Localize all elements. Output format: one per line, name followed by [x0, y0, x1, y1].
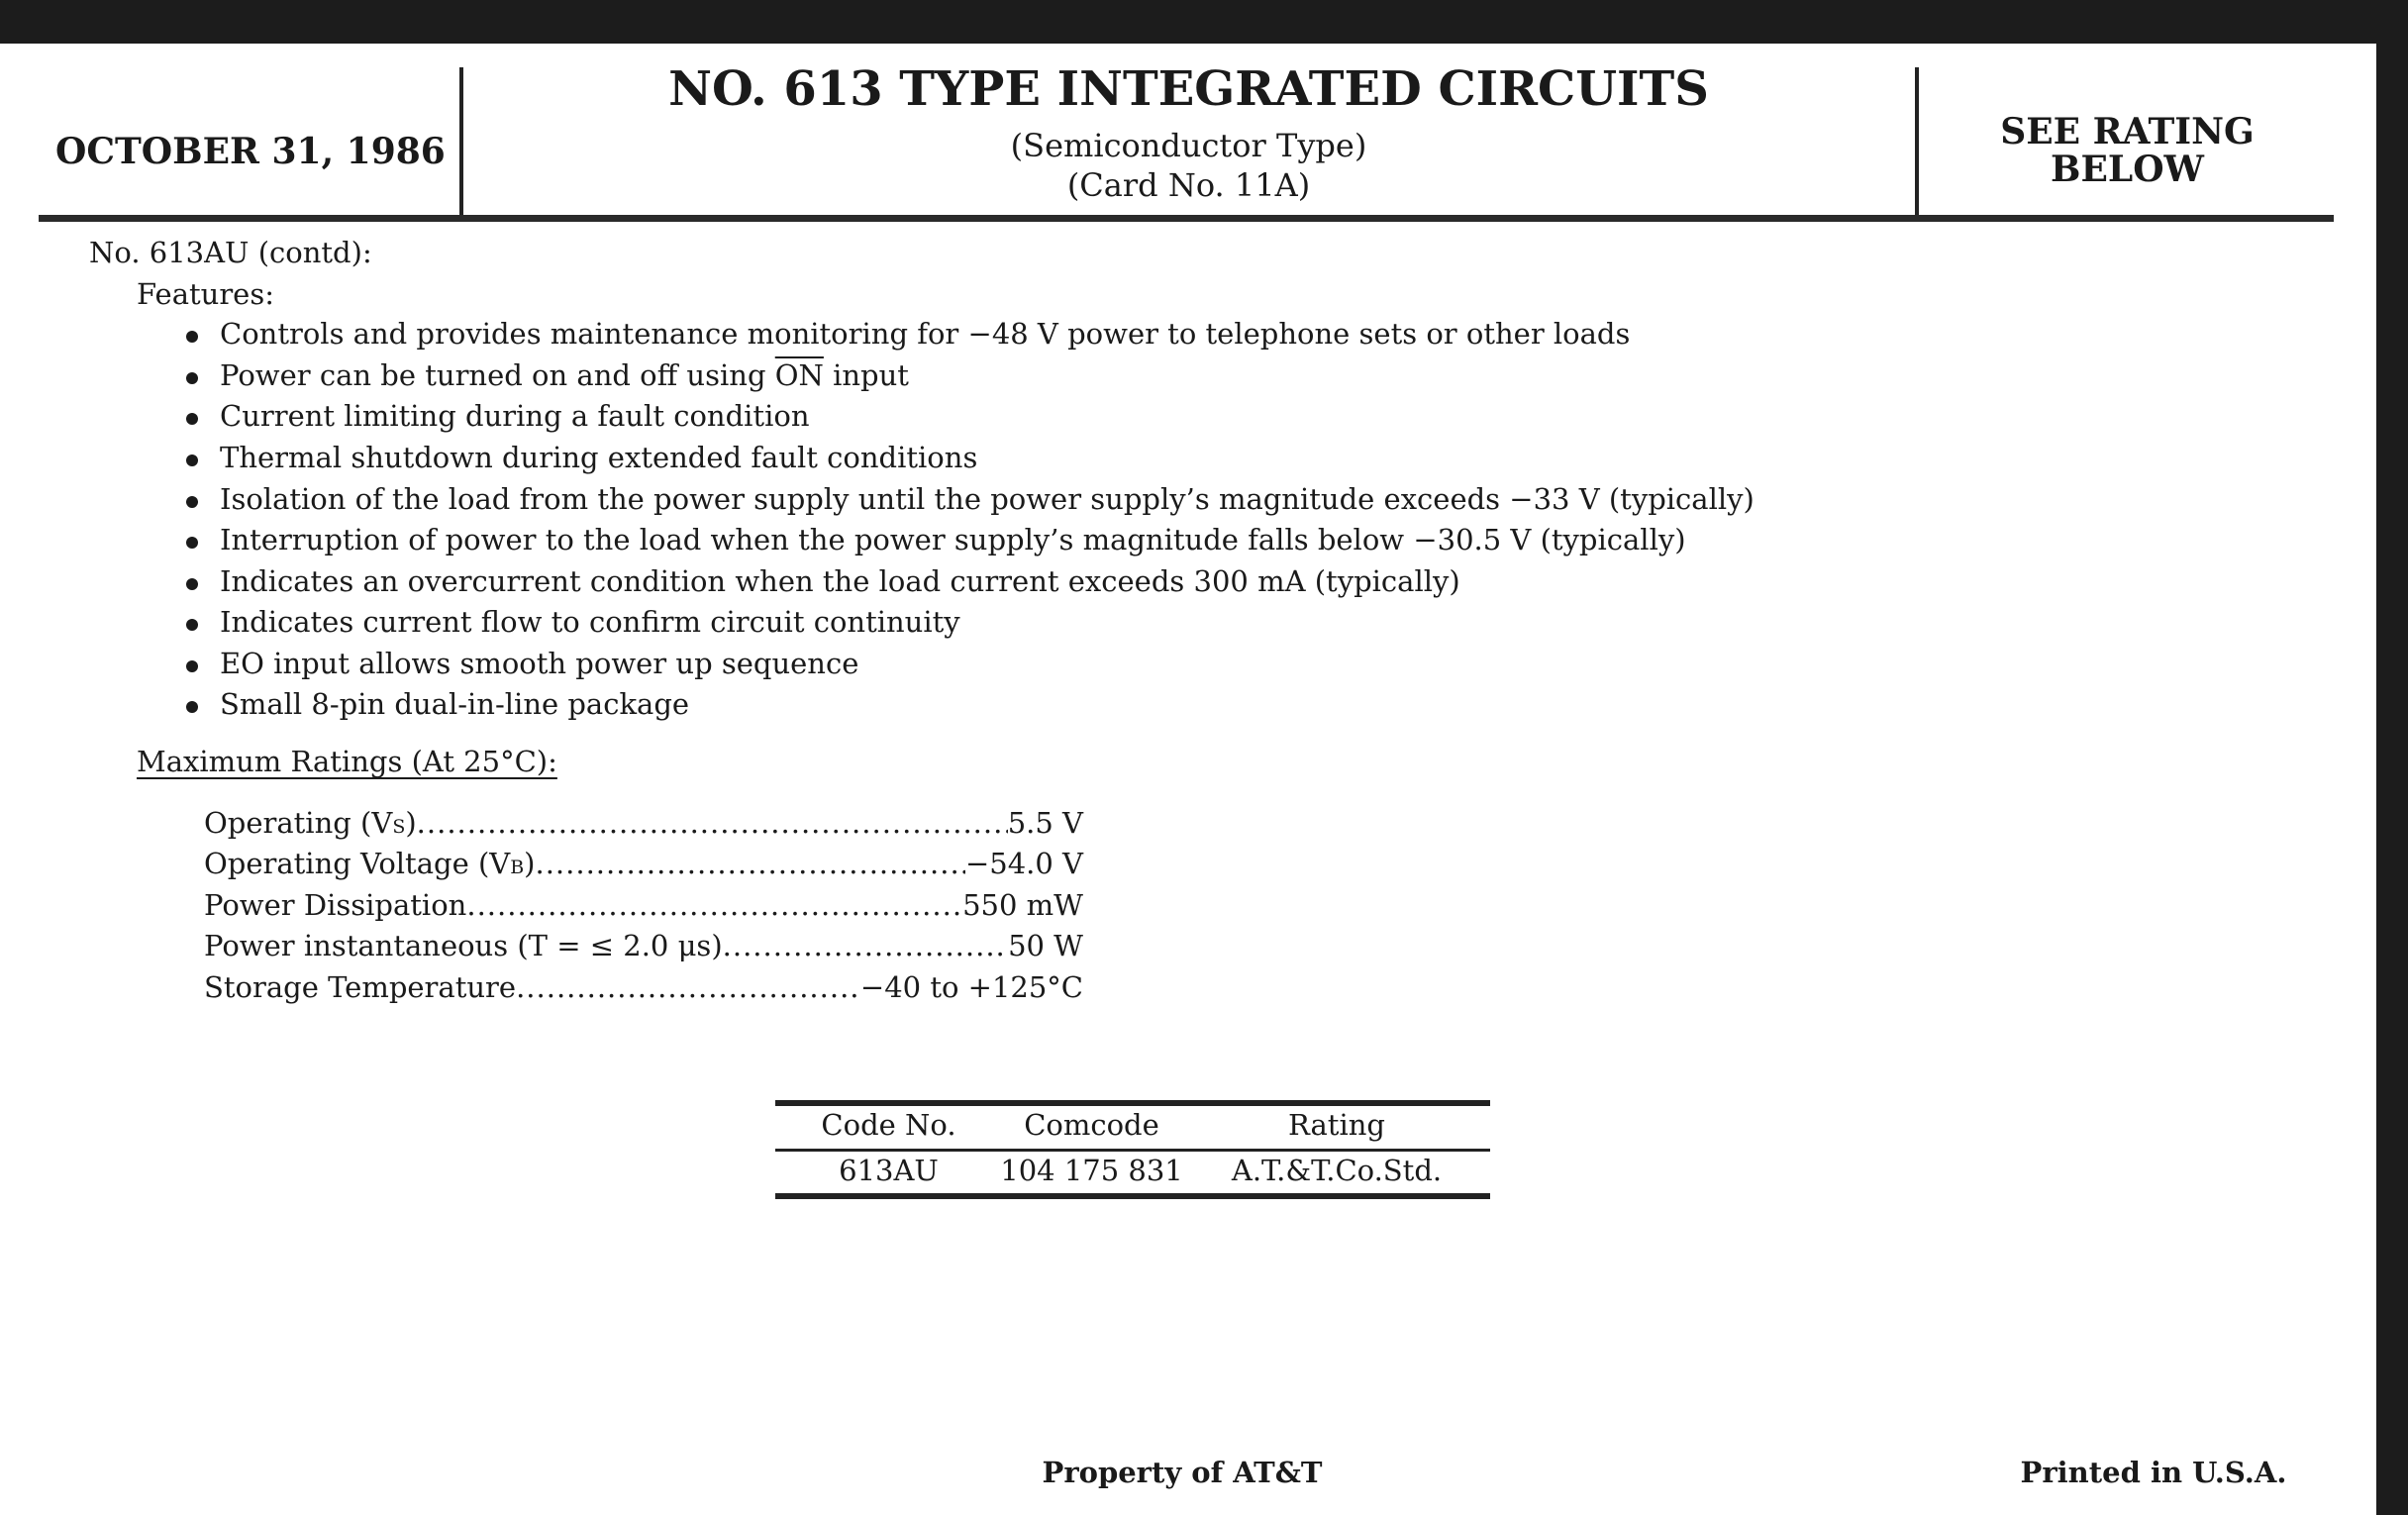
feature-item	[186, 317, 1630, 351]
table-bottom-rule	[775, 1193, 1490, 1199]
feature-item	[186, 564, 1460, 598]
feature-item	[186, 647, 858, 680]
rating-label: )	[405, 806, 417, 840]
feature-text: Indicates current flow to confirm circuit continuity	[220, 605, 960, 639]
card-date: OCTOBER 31, 1986	[55, 131, 446, 172]
page-title: NO. 613 TYPE INTEGRATED CIRCUITS	[668, 61, 1709, 117]
table-mid-rule	[775, 1149, 1490, 1152]
feature-item	[186, 358, 909, 392]
feature-text: input	[833, 358, 909, 392]
table-header-code: Code No.	[821, 1108, 956, 1142]
rating-label: Operating (V	[204, 806, 393, 840]
rating-value: 5.5 V	[1007, 806, 1083, 840]
rating-row	[204, 970, 1083, 1004]
feature-text: Small 8-pin dual-in-line package	[220, 687, 690, 721]
table-cell-comcode: 104 175 831	[1000, 1154, 1183, 1187]
table-header-rating: Rating	[1288, 1108, 1385, 1142]
feature-item	[186, 605, 960, 639]
rating-label: Storage Temperature	[204, 970, 517, 1004]
rating-row	[204, 929, 1083, 962]
header-rule	[39, 215, 2334, 222]
feature-text: Interruption of power to the load when the power supply’s magnitude falls below −30.5 V (typically)	[220, 523, 1686, 556]
section-heading: No. 613AU (contd):	[89, 236, 372, 269]
rating-row	[204, 847, 1083, 880]
table-top-rule	[775, 1100, 1490, 1106]
scan-border-right	[2376, 0, 2408, 1515]
features-heading: Features:	[137, 277, 274, 311]
feature-item	[186, 523, 1686, 556]
feature-item	[186, 482, 1755, 516]
rating-subscript: S	[392, 816, 406, 838]
max-ratings-heading: Maximum Ratings (At 25°C):	[137, 745, 557, 778]
overlined-on: $\overline{ON}$	[774, 358, 824, 392]
table-cell-rating: A.T.&T.Co.Std.	[1231, 1154, 1443, 1187]
feature-text: Indicates an overcurrent condition when the load current exceeds 300 mA (typically)	[220, 564, 1460, 598]
footer-printed: Printed in U.S.A.	[2020, 1456, 2287, 1489]
feature-text: Isolation of the load from the power supply until the power supply’s magnitude exceeds −33 V (typically)	[220, 482, 1755, 516]
feature-item	[186, 687, 689, 721]
feature-item	[186, 399, 810, 433]
rating-value: 550 mW	[962, 888, 1083, 922]
rating-value: −54.0 V	[964, 847, 1083, 880]
feature-text: Power can be turned on and off using	[220, 358, 766, 392]
rating-label: )	[524, 847, 536, 880]
feature-text: Controls and provides maintenance monitoring for −48 V power to telephone sets or other loads	[220, 317, 1631, 351]
feature-text: EO input allows smooth power up sequence	[220, 647, 859, 680]
subtitle: (Semiconductor Type)	[1010, 127, 1367, 164]
rating-label: Power Dissipation	[204, 888, 467, 922]
feature-text: Current limiting during a fault condition	[220, 399, 810, 433]
card-number: (Card No. 11A)	[1066, 166, 1311, 204]
scan-border-top	[0, 0, 2408, 44]
rating-label: Power instantaneous (T = ≤ 2.0 μs)	[204, 929, 723, 962]
rating-value: −40 to +125°C	[859, 970, 1083, 1004]
rating-subscript: B	[510, 857, 525, 878]
feature-text: Thermal shutdown during extended fault conditions	[220, 441, 978, 474]
rating-value: 50 W	[1008, 929, 1083, 962]
rating-row	[204, 888, 1083, 922]
rating-note: SEE RATING BELOW	[2000, 111, 2255, 190]
rating-label: Operating Voltage (V	[204, 847, 511, 880]
rating-row	[204, 806, 1083, 840]
footer-property: Property of AT&T	[1042, 1456, 1323, 1489]
header-divider	[1915, 67, 1919, 216]
table-header-comcode: Comcode	[1024, 1108, 1159, 1142]
table-cell-code: 613AU	[839, 1154, 939, 1187]
feature-item	[186, 441, 977, 474]
